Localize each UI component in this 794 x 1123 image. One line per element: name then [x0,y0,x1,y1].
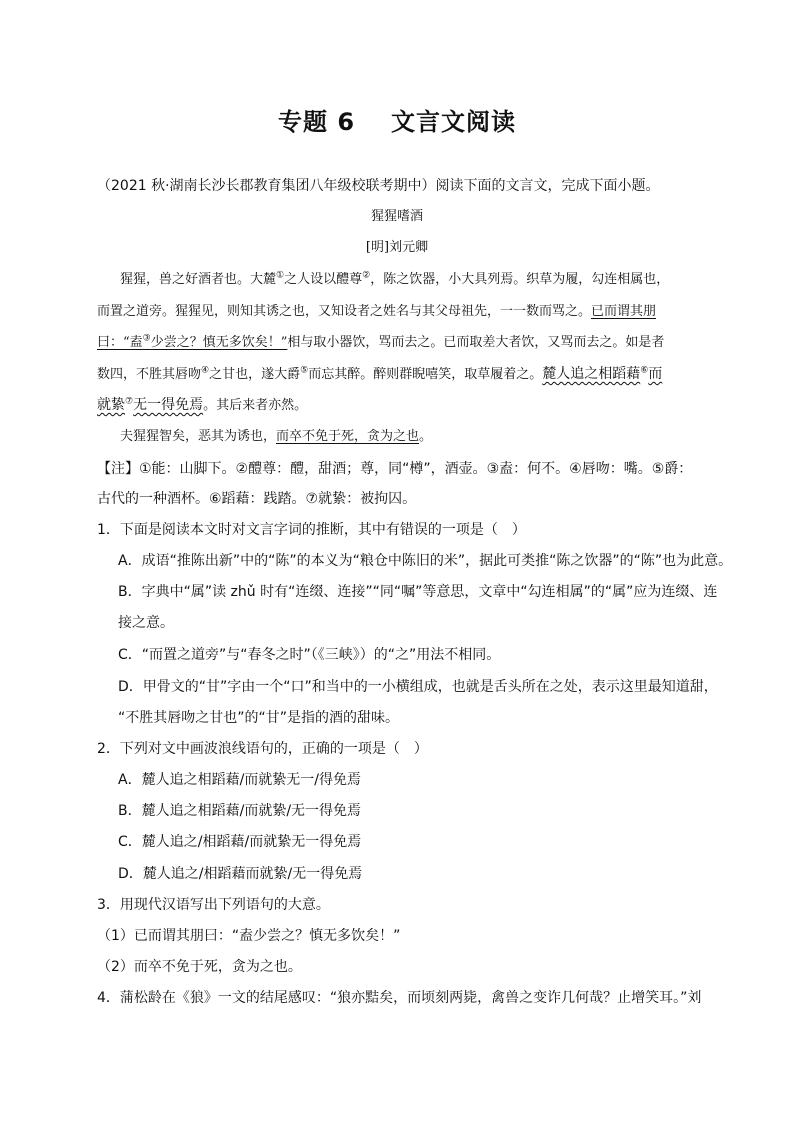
question-3-sentence-1: （1）已而谓其朋曰：“盍少尝之？慎无多饮矣！” [97,928,401,944]
question-2-option-d: D．麓人追之/相蹈藉而就絷/无一得免焉 [118,866,363,882]
question-source: （2021 秋·湖南长沙长郡教育集团八年级校联考期中）阅读下面的文言文，完成下面小题。 [97,178,660,194]
wavy-underlined-sentence: 麓人追之相蹈藉 [542,366,641,382]
passage-paragraph-2: 夫猩猩智矣，恶其为诱也，而卒不免于死，贪为之也。 [120,429,433,444]
question-2-option-b: B．麓人追之相蹈藉/而就絷/无一得免焉 [118,803,362,819]
question-1-option-d-cont: “不胜其唇吻之甘也”的“甘”是指的酒的甜味。 [118,710,400,726]
question-1-stem: 1．下面是阅读本文时对文言字词的推断，其中有错误的一项是（ ） [97,522,526,538]
question-2-option-a: A．麓人追之相蹈藉/而就絷无一/得免焉 [118,772,362,788]
notes-line-2: 古代的一种酒杯。⑥蹈藉：践踏。⑦就絷：被拘囚。 [97,491,417,507]
title-topic-number: 专题 6 [277,108,356,136]
question-3-sentence-2: （2）而卒不免于死，贪为之也。 [97,959,302,975]
question-1-option-c: C．“而置之道旁”与“春冬之时”（《三峡》）的“之”用法不相同。 [118,647,501,663]
passage-line-1: 猩猩，兽之好酒者也。大麓①之人设以醴尊②，陈之饮器，小大具列焉。织草为履，勾连相属也， [120,270,670,287]
question-4-stem: 4．蒲松龄在《狼》一文的结尾感叹：“狼亦黠矣，而顷刻两毙，禽兽之变诈几何哉？止增笑耳。”刘 [97,990,702,1006]
question-1-option-d: D．甲骨文的“甘”字由一个“口”和当中的一小横组成，也就是舌头所在之处，表示这里最知道甜， [118,679,718,695]
question-1-option-b-cont: 接之意。 [118,615,174,631]
passage-line-4: 数四，不胜其唇吻④之甘也，遂大爵⑤而忘其醉。醉则群睨嘻笑，取草履着之。麓人追之相蹈藉⑥而 [97,365,663,382]
underlined-sentence-2: 而卒不免于死，贪为之也 [276,429,420,444]
passage-line-5: 就絷⑦无一得免焉。其后来者亦然。 [97,396,308,413]
page-title [0,102,794,137]
notes-line-1: 【注】①能：山脚下。②醴尊：醴，甜酒；尊，同“樽”，酒壶。③盍：何不。④唇吻：嘴。⑤爵： [97,461,693,477]
passage-line-2: 而置之道旁。猩猩见，则知其诱之也，又知设者之姓名与其父母祖先，一一数而骂之。已而谓其朋 [97,304,657,319]
question-1-option-b: B．字典中“属”读 zhǔ 时有“连缀、连接”“同“嘱”等意思，文章中“勾连相属”的“属”应为连缀、连 [118,584,718,600]
passage-line-3: 曰：“盍③少尝之？慎无多饮矣！”相与取小器饮，骂而去之。已而取差大者饮，又骂而去之。如是者 [97,333,665,350]
question-2-stem: 2．下列对文中画波浪线语句的，正确的一项是（ ） [97,741,428,757]
question-2-option-c: C．麓人追之/相蹈藉/而就絷无一得免焉 [118,834,362,850]
passage-author: [明]刘元卿 [365,240,429,255]
title-topic-name: 文言文阅读 [391,108,517,136]
question-1-option-a: A．成语“推陈出新”中的“陈”的本义为“粮仓中陈旧的米”，据此可类推“陈之饮器”的“陈”也为此意。 [118,553,733,569]
passage-heading: 猩猩嗜酒 [370,209,423,224]
question-3-stem: 3．用现代汉语写出下列语句的大意。 [97,897,330,913]
underlined-sentence: 已而谓其朋 [591,304,657,319]
